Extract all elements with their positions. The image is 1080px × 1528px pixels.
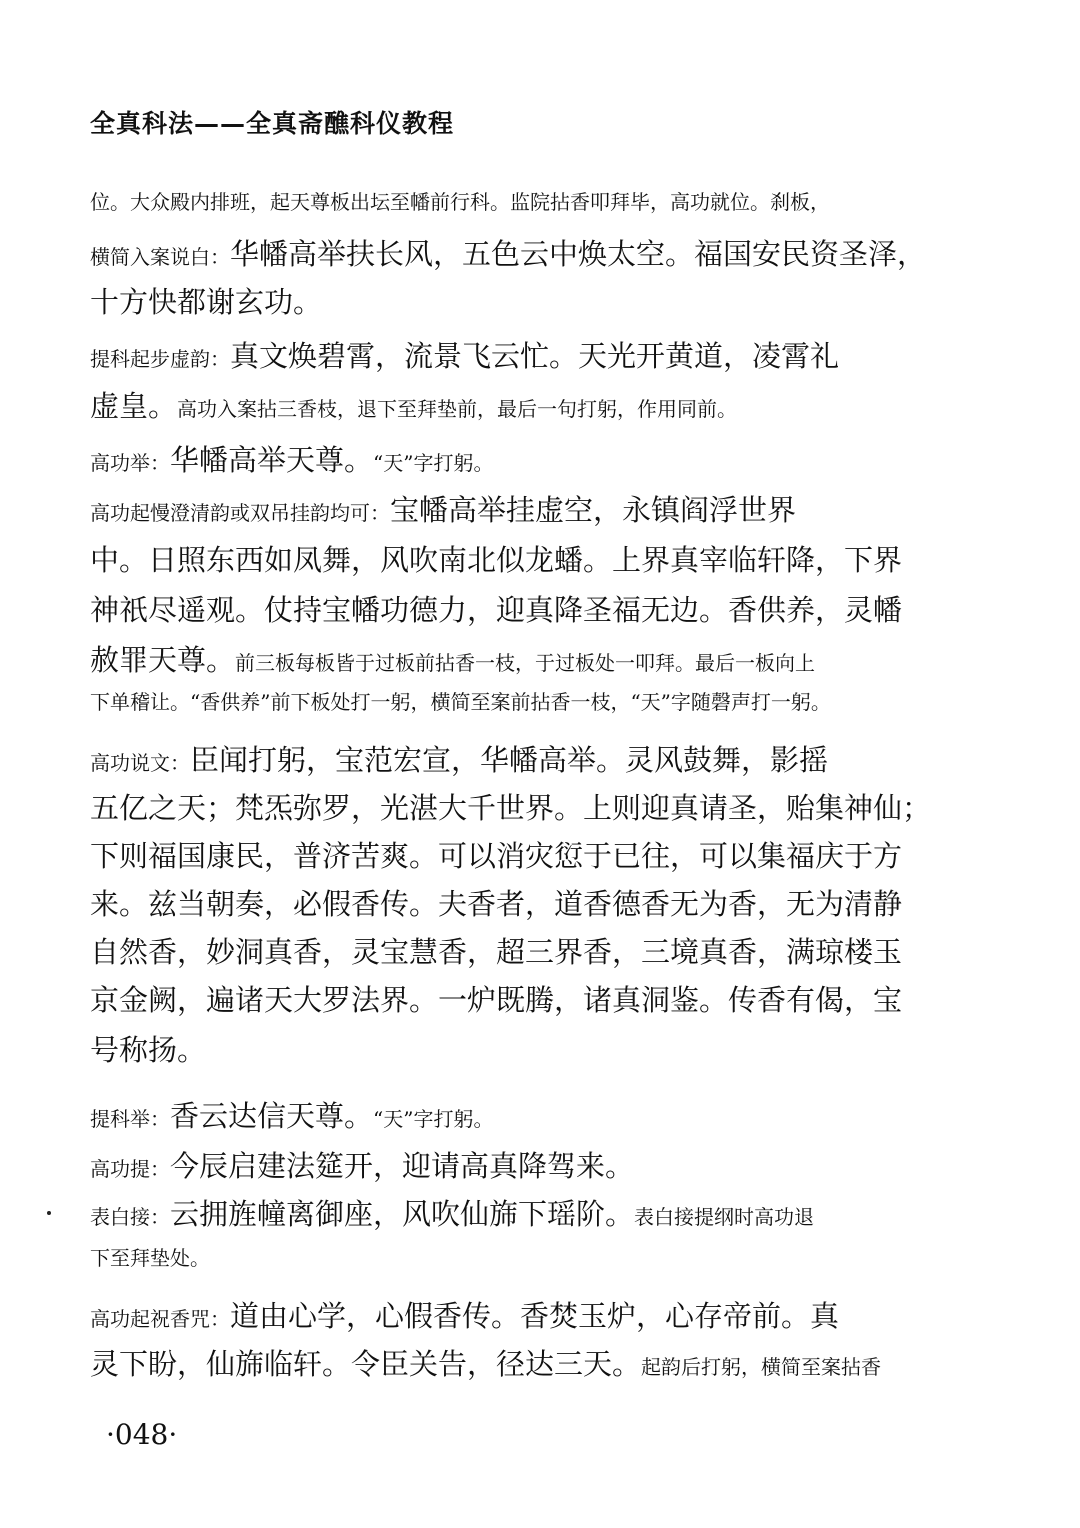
text-line (90, 738, 828, 779)
text-line (90, 1028, 206, 1069)
annotation-text: 高功说文： (90, 751, 190, 775)
text-line (90, 638, 815, 679)
text-line (90, 488, 796, 529)
recitation-text: 号称扬。 (90, 1033, 207, 1067)
text-line (90, 1144, 634, 1185)
recitation-text: 自然香，妙洞真香，灵宝慧香，超三界香，三境真香，满琼楼玉 (90, 935, 903, 969)
annotation-text: 提科举： (90, 1107, 170, 1131)
recitation-text: 真文焕碧霄，流景飞云忙。天光开黄道，凌霄礼 (230, 339, 840, 373)
text-line (90, 384, 737, 425)
annotation-text: 高功举： (90, 451, 170, 475)
annotation-text: 位。大众殿内排班，起天尊板出坛至幡前行科。监院拈香叩拜毕，高功就位。刹板， (90, 190, 830, 214)
recitation-text: 虚皇。 (90, 389, 178, 423)
recitation-text: 京金阙，遍诸天大罗法界。一炉既腾，诸真洞鉴。传香有偈，宝 (90, 983, 903, 1017)
text-line (90, 588, 902, 629)
page-number: ·048· (106, 1418, 178, 1451)
recitation-text: 下则福国康民，普济苦爽。可以消灾愆于已往，可以集福庆于方 (90, 839, 903, 873)
recitation-text: 宝幡高举挂虚空，永镇阎浮世界 (390, 493, 797, 527)
recitation-text: 今辰启建法筵开，迎请高真降驾来。 (170, 1149, 635, 1183)
text-line (90, 280, 322, 321)
recitation-text: 五亿之天；梵炁弥罗，光湛大千世界。上则迎真请圣，贻集神仙； (90, 791, 932, 825)
text-line (90, 882, 902, 923)
text-line (90, 538, 902, 579)
annotation-text: 下单稽让。“香供养”前下板处打一躬，横简至案前拈香一枝，“天”字随磬声打一躬。 (90, 690, 831, 714)
annotation-text: 横简入案说白： (90, 245, 230, 269)
recitation-text: 香云达信天尊。 (170, 1099, 374, 1133)
scan-speck (47, 1211, 51, 1215)
recitation-text: 华幡高举天尊。 (170, 443, 374, 477)
text-line (90, 232, 926, 273)
text-line (90, 1342, 881, 1383)
recitation-text: 来。兹当朝奏，必假香传。夫香者，道香德香无为香，无为清静 (90, 887, 903, 921)
annotation-text: 前三板每板皆于过板前拈香一枝，于过板处一叩拜。最后一板向上 (235, 651, 816, 675)
annotation-text: “天”字打躬。 (373, 1107, 494, 1131)
text-line (90, 334, 839, 375)
recitation-text: 神祇尽遥观。仗持宝幡功德力，迎真降圣福无边。香供养，灵幡 (90, 593, 903, 627)
text-line (90, 1242, 210, 1271)
text-line (90, 438, 493, 479)
text-line (90, 930, 902, 971)
annotation-text: 表白接提纲时高功退 (634, 1205, 815, 1229)
recitation-text: 云拥旌幢离御座，风吹仙旆下瑶阶。 (170, 1197, 635, 1231)
recitation-text: 灵下盼，仙旆临轩。令臣关告，径达三天。 (90, 1347, 642, 1381)
annotation-text: 高功起祝香咒： (90, 1307, 230, 1331)
recitation-text: 道由心学，心假香传。香焚玉炉，心存帝前。真 (230, 1299, 840, 1333)
recitation-text: 华幡高举扶长风，五色云中焕太空。福国安民资圣泽， (230, 237, 927, 271)
annotation-text: 下至拜垫处。 (90, 1246, 210, 1270)
text-line (90, 1294, 839, 1335)
recitation-text: 臣闻打躬，宝范宏宣，华幡高举。灵风鼓舞，影摇 (190, 743, 829, 777)
annotation-text: “天”字打躬。 (373, 451, 494, 475)
text-line (90, 1094, 493, 1135)
annotation-text: 高功提： (90, 1157, 170, 1181)
text-line (90, 978, 902, 1019)
annotation-text: 表白接： (90, 1205, 170, 1229)
annotation-text: 起韵后打躬，横简至案拈香 (641, 1355, 882, 1379)
annotation-text: 高功起慢澄清韵或双吊挂韵均可： (90, 501, 390, 525)
recitation-text: 中。日照东西如凤舞，风吹南北似龙蟠。上界真宰临轩降，下界 (90, 543, 903, 577)
text-line (90, 186, 830, 215)
annotation-text: 提科起步虚韵： (90, 347, 230, 371)
recitation-text: 十方快都谢玄功。 (90, 285, 323, 319)
text-line (90, 1192, 814, 1233)
running-head: 全真科法——全真斋醮科仪教程 (90, 109, 455, 138)
annotation-text: 高功入案拈三香枝，退下至拜垫前，最后一句打躬，作用同前。 (177, 397, 738, 421)
text-line (90, 686, 831, 715)
text-line (90, 786, 931, 827)
text-line (90, 834, 902, 875)
recitation-text: 赦罪天尊。 (90, 643, 236, 677)
